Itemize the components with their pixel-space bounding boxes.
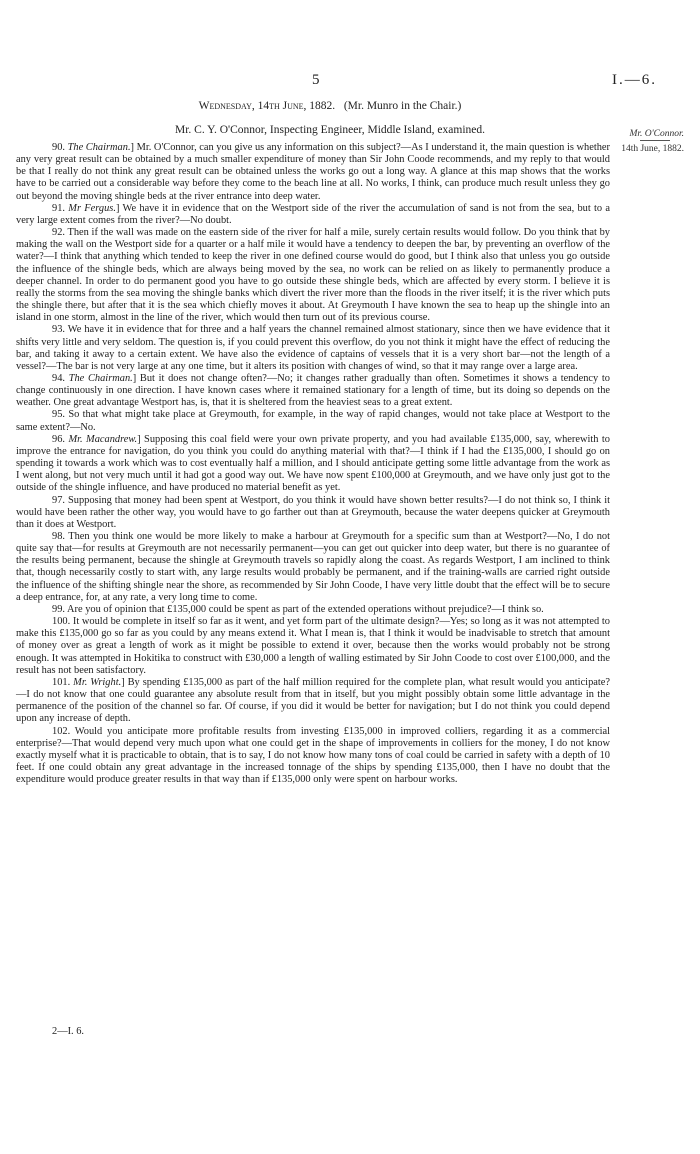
question-text: So that what might take place at Greymouth, for example, in the way of rapid changes, would not take place at Westport to the same extent?—No. [16, 409, 610, 433]
question-number: 92. [52, 227, 65, 239]
speaker-name: The Chairman. [68, 372, 133, 384]
testimony-body [16, 142, 610, 786]
signature-mark: 2—I. 6. [52, 1026, 85, 1037]
question-text: Then you think one would be more likely to make a harbour at Greymouth for a specific sum than at Westport?—No, I do not quite say that—for results at Greymouth are not necessarily permanent—you can get out quicker into deep water, but there is no guarantee of the results being permanent, because the shingle at Greymouth travels so rapidly along the coast. As regards Westport, I am inclined to think that, though necessarily costly to start with, any large results would probably be permanent, and if the training-walls are carried right outside the influence of the shifting shingle near the shore, as recommended by Sir John Coode, I have very little doubt that the effect will be to secure a deep entrance, for, at any rate, a very long time to come. [16, 531, 610, 603]
question-text: By spending £135,000 as part of the half million required for the complete plan, what result would you anticipate?—I do not know that one could guarantee any absolute result from that in itself, but you might possibly obtain some little advantage in the permanence of the position of the channel so far. Of course, if you did it would be better for navigation; but I do not think you could depend upon any increase of depth. [16, 676, 610, 725]
question-text: But it does not change often?—No; it changes rather gradually than often. Sometimes it shows a tendency to change continuously in one direction. I have known cases where it remained stationary for a length of time, but its doing so depends on the weather. One great advantage Westport has, is, that it is sheltered from the heaviest seas to a great extent. [16, 372, 610, 409]
sidenote-name: Mr. O'Connor. [629, 129, 684, 139]
question-number: 91. [52, 202, 65, 214]
question-paragraph [16, 616, 610, 677]
speaker-name: The Chairman. [67, 142, 131, 153]
speaker-name: Mr. Macandrew. [68, 433, 138, 445]
question-paragraph: 91. Mr Fergus.] We have it in evidence that on the Westport side of the river the accumulation of sand is not from the sea, but to a very large extent comes from the river?—No doubt. [16, 202, 611, 226]
question-number: 93. [52, 324, 65, 336]
question-number: 102. [52, 725, 71, 737]
question-paragraph [16, 495, 610, 531]
question-number: 99. [52, 603, 65, 615]
question-number: 97. [52, 494, 65, 506]
question-text: We have it in evidence that for three and a half years the channel remained almost stationary, since then we have evidence that it shifts very little and very seldom. The question is, if you could prevent this overflow, do you not think it might have the effect of reducing the bar, and taking it away to a certain extent. We have also the evidence of captains of vessels that it is a very short bar—not the length of a vessel?—The bar is not very large at any one time, but it alters its position with changes of wind, so that it may range over a large area. [16, 324, 610, 372]
question-number: 94. [52, 372, 65, 384]
question-number: 98. [52, 531, 65, 542]
page-number: 5 [312, 72, 320, 88]
question-text: Supposing that money had been spent at Westport, do you think it would have shown better results?—I do not think so, I think it would have been rather the other way, you would have to go farther out than at Greymouth, because the water deepens quicker at Greymouth than it does at Westport. [16, 494, 610, 530]
question-number: 90. [52, 142, 65, 153]
question-text: Would you anticipate more profitable results from investing £135,000 in improved colliers, regarding it as a commercial enterprise?—That would depend very much upon what one could get in the shape of improvements in colliers for the money, I do not know exactly myself what it is practicable to obtain, that is to say, I do not know how many tons of coal could be carried in safety with a depth of 10 feet. If one could obtain any great advantage in the increased tonnage of the ships by spending £135,000, then I have no doubt that the expenditure would produce greater results in that way than if £135,000 only were spent on harbour works. [16, 725, 610, 786]
question-paragraph [16, 324, 610, 373]
sidenote-date: 14th June, 1882. [621, 144, 684, 154]
question-number: 101. [52, 676, 71, 688]
sitting-heading [80, 100, 580, 112]
question-text: Supposing this coal field were your own private property, and you had available £135,000, say, wherewith to improve the entrance for navigation, do you think you could do anything material with that?—I think if I had the £135,000, I should go on spending it towards a work which was to cost eventually half a million, and I should anticipate getting some little advantage from the work as I went along, but not very much until it had got a good way out. We have now spent £100,000 at Greymouth, and we have only just got to the outside of the shingle influence, and have produced no material benefit as yet. [16, 433, 610, 494]
question-paragraph: 90. The Chairman.] Mr. O'Connor, can you give us any information on this subject?—As I understand it, the main question is whether any very great result can be obtained by a much smaller expenditure of money than Sir John Coode recommends, and my reply to that would be that I really do not think any great result can be obtained unless the works go out a long way. A glance at this map shows that the works have to be carried out a considerable way before they come to the beach line at all. No works, I think, can produce much result unless they go out beyond the moving shingle beds at the river entrance into deep water. [16, 142, 610, 202]
sidenote-rule [640, 140, 670, 141]
speaker-name: Mr. Wright. [73, 676, 122, 688]
question-paragraph [16, 726, 610, 787]
paper-reference: I.—6. [612, 72, 657, 88]
question-paragraph [16, 227, 610, 324]
question-paragraph: 96. Mr. Macandrew.] Supposing this coal field were your own private property, and you had available £135,000, say, wherewith to improve the entrance for navigation, do you think you could do anything material with that?—I think if I had the £135,000, I should go on spending it towards a work which was to cost eventually half a million, and I should anticipate getting some little advantage from the work as I went along, but not very much until it had got a good way out. We have now spent £100,000 at Greymouth, and we have only just got to the outside of the shingle influence, and have produced no material benefit as yet. [16, 433, 610, 494]
question-number: 100. [52, 616, 71, 628]
question-number: 96. [52, 433, 65, 445]
question-text: We have it in evidence that on the Westport side of the river the accumulation of sand is not from the sea, but to a very large extent comes from the river?—No doubt. [16, 202, 611, 226]
question-paragraph [16, 531, 610, 604]
question-paragraph [16, 409, 610, 433]
chair-note: (Mr. Munro in the Chair.) [343, 100, 462, 112]
question-text: Mr. O'Connor, can you give us any information on this subject?—As I understand it, the main question is whether any very great result can be obtained by a much smaller expenditure of money than Sir John Coode recommends, and my reply to that would be that I really do not think any great result can be obtained unless the works go out a long way. A glance at this map shows that the works have to be carried out a considerable way before they come to the beach line at all. No works, I think, can produce much result unless they go out beyond the moving shingle beds at the river entrance into deep water. [16, 142, 610, 202]
question-number: 95. [52, 409, 65, 421]
sitting-date: Wednesday, 14th June, 1882. [198, 100, 336, 112]
witness-heading: Mr. C. Y. O'Connor, Inspecting Engineer, Middle Island, examined. [174, 124, 485, 136]
question-text: It would be complete in itself so far as it went, and yet form part of the ultimate design?—Yes; so long as it was not attempted to make this £135,000 go so far as you could by any means extend it. What I mean is, that I think it would be inadvisable to stretch that amount of money over as great a length of work as it might be possible to extend it over, because then the works would probably not be strong enough. It was attempted in Hokitika to construct with £30,000 a length of walling estimated by Sir John Coode to cost over £100,000, and the result has not been satisfactory. [16, 616, 610, 676]
question-paragraph [16, 604, 610, 616]
question-paragraph: 94. The Chairman.] But it does not change often?—No; it changes rather gradually than often. Sometimes it shows a tendency to change continuously in one direction. I have known cases where it remained stationary for a length of time, but its doing so depends on the weather. One great advantage Westport has, is, that it is sheltered from the heaviest seas to a great extent. [16, 372, 610, 409]
question-paragraph: 101. Mr. Wright.] By spending £135,000 as part of the half million required for the complete plan, what result would you anticipate?—I do not know that one could guarantee any absolute result from that in itself, but you might possibly obtain some little advantage in the permanence of the position of the channel so far. Of course, if you did it would be better for navigation; but I do not think you could depend upon any increase of depth. [16, 676, 610, 725]
speaker-name: Mr Fergus. [68, 202, 116, 214]
question-text: Are you of opinion that £135,000 could be spent as part of the extended operations without prejudice?—I think so. [67, 603, 544, 615]
question-text: Then if the wall was made on the eastern side of the river for half a mile, surely certain results would follow. Do you think that by making the wall on the Westport side for a quarter or a half mile it would have a tendency to deepen the bar, by preventing an overflow of the water?—I think that anything which tended to keep the river in one defined course would do good, but I think also that unless you go outside the influence of the shingle beds, which are always being moved by the sea, no work can be relied on as likely to permanently produce a deeper channel. In order to do permanent good you have to go outside these shingle beds, which are affected by every storm. I believe it is really the storms from the sea moving the shingle banks which divert the river more than the floods in the river itself; it is the river which puts the shingle there, but after that it is the sea which chiefly moves it about. At Greymouth I have known the sea to heap up the shingle into an island in one storm, almost in the line of the river, which would then turn out of its previous course. [16, 227, 610, 324]
